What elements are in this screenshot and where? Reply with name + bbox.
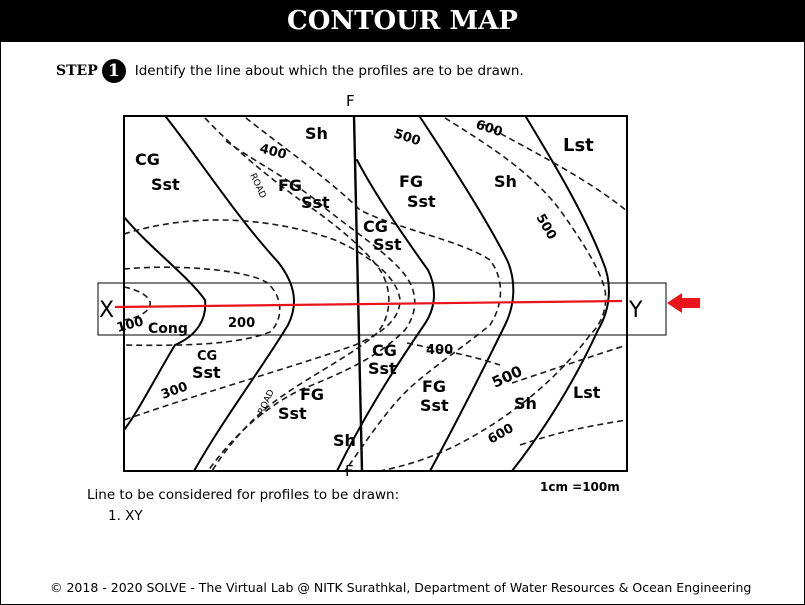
map-labels (99, 92, 643, 494)
rock-label-cg-mid: CG (363, 217, 388, 236)
rock-label-lst-top: Lst (563, 135, 594, 156)
rock-label-sst-right: Sst (407, 192, 436, 211)
fault-line (354, 116, 362, 471)
rock-label-cg-bottomleft: CG (197, 349, 218, 364)
point-x-label: X (99, 298, 115, 323)
contour-600-bottom (520, 420, 627, 445)
road-label-lower: ROAD (256, 388, 277, 417)
rock-label-sh-bottom: Sh (333, 431, 356, 450)
point-y-label: Y (629, 298, 643, 323)
boundary-2 (166, 117, 294, 471)
fault-top-label: F (346, 92, 355, 110)
profile-line-label: Line to be considered for profiles to be drawn: (87, 487, 400, 503)
scale-label: 1cm =100m (540, 480, 620, 494)
geology-boundaries (124, 117, 609, 471)
rock-label-lst-bottom: Lst (573, 383, 601, 402)
rock-label-sst-mid: Sst (373, 235, 402, 254)
rock-label-cg-topleft: CG (135, 150, 160, 169)
profile-line-xy (115, 301, 622, 307)
fault-bottom-label: F (345, 462, 354, 480)
contour-label-500-top: 500 (391, 126, 423, 150)
contour-500-right (512, 345, 627, 383)
rock-label-fg-bottom-right: FG (422, 377, 447, 396)
rock-label-sst-bottom: Sst (278, 404, 307, 423)
rock-label-sh-right: Sh (494, 172, 517, 191)
contour-label-500-right: 500 (532, 211, 560, 243)
rock-label-cg-bottom: CG (372, 341, 397, 360)
step-label: STEP (56, 63, 98, 79)
page-title: CONTOUR MAP (0, 0, 805, 42)
contour-label-600-top: 600 (473, 117, 505, 141)
profile-line-item: 1. XY (108, 508, 143, 524)
contour-label-300: 300 (159, 379, 190, 403)
road-label-upper: ROAD (247, 172, 268, 201)
contour-label-600-bottom: 600 (485, 420, 517, 448)
rock-label-sst-bottom-mid: Sst (368, 359, 397, 378)
rock-label-sst-topleft: Sst (151, 175, 180, 194)
footer-copyright: © 2018 - 2020 SOLVE - The Virtual Lab @ NITK Surathkal, Department of Water Resources & Ocean Engineering (50, 580, 752, 595)
rock-label-sst-bottomleft: Sst (192, 363, 221, 382)
rock-label-sh-top: Sh (305, 124, 328, 143)
contour-label-400-top: 400 (257, 141, 289, 163)
contour-label-100: 100 (115, 314, 146, 336)
rock-label-cong: Cong (148, 321, 188, 337)
contour-label-400-bottom: 400 (426, 343, 454, 358)
step-number-badge: 1 (102, 59, 126, 83)
red-arrow-icon (667, 293, 700, 313)
rock-label-sh-bottom-right: Sh (514, 394, 537, 413)
rock-label-fg-bottom: FG (300, 385, 325, 404)
step-instruction: Identify the line about which the profiles are to be drawn. (134, 63, 524, 79)
rock-label-sst-bottom-right: Sst (420, 396, 449, 415)
rock-label-fg-top: FG (278, 176, 303, 195)
rock-label-sst-top: Sst (301, 193, 330, 212)
rock-label-fg-right: FG (399, 172, 424, 191)
boundary-5 (512, 117, 609, 471)
contour-label-500-bottom: 500 (489, 362, 526, 392)
contour-label-200: 200 (228, 316, 256, 331)
